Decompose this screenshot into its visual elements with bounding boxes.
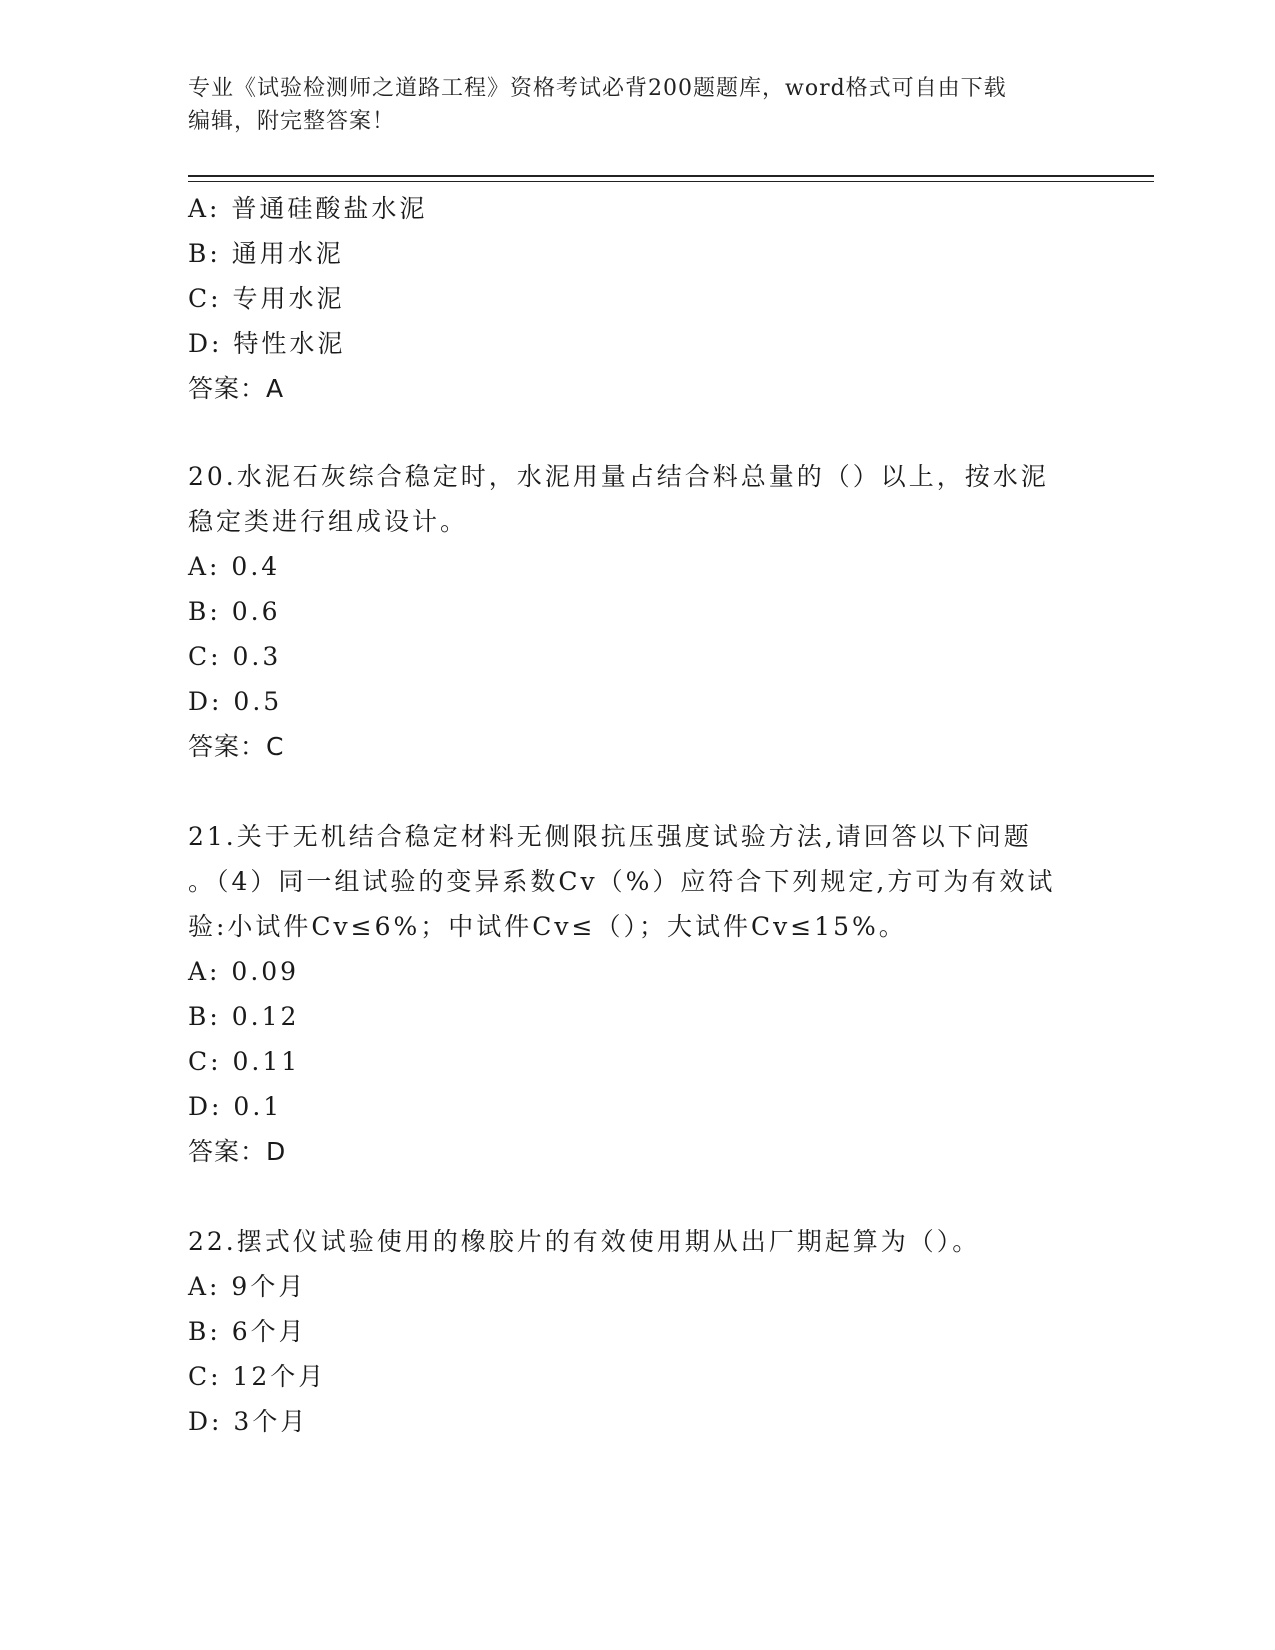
q21-stem-line-3: 验:小试件Cv≤6%；中试件Cv≤（）；大试件Cv≤15%。	[188, 912, 907, 941]
q22-option-a: A: 9个月	[188, 1272, 307, 1301]
document-header	[188, 72, 1088, 138]
q19-option-a: A: 普通硅酸盐水泥	[188, 194, 428, 223]
q21-option-d: D: 0.1	[188, 1092, 283, 1121]
q19-answer: 答案：A	[188, 374, 285, 403]
q21-stem-line-2: 。（4）同一组试验的变异系数Cv（%）应符合下列规定,方可为有效试	[188, 867, 1056, 896]
header-rule-thin	[188, 181, 1154, 182]
q20-option-b: B: 0.6	[188, 597, 281, 626]
q20-option-c: C: 0.3	[188, 642, 282, 671]
q22-option-b: B: 6个月	[188, 1317, 307, 1346]
q22-option-d: D: 3个月	[188, 1407, 309, 1436]
header-line-1: 专业《试验检测师之道路工程》资格考试必背200题题库，word格式可自由下载	[188, 76, 1007, 101]
q21-answer: 答案：D	[188, 1137, 287, 1166]
q22-option-c: C: 12个月	[188, 1362, 327, 1391]
header-rule-thick	[188, 175, 1154, 177]
q20-option-d: D: 0.5	[188, 687, 283, 716]
header-line-2: 编辑，附完整答案！	[188, 109, 396, 134]
q20-answer: 答案：C	[188, 732, 285, 761]
q20-option-a: A: 0.4	[188, 552, 281, 581]
q22-stem-line-1: 22.摆式仪试验使用的橡胶片的有效使用期从出厂期起算为（）。	[188, 1227, 981, 1256]
q19-option-d: D: 特性水泥	[188, 329, 346, 358]
q21-option-b: B: 0.12	[188, 1002, 300, 1031]
q19-option-b: B: 通用水泥	[188, 239, 344, 268]
q21-option-c: C: 0.11	[188, 1047, 301, 1076]
q21-option-a: A: 0.09	[188, 957, 300, 986]
q20-stem-line-2: 稳定类进行组成设计。	[188, 507, 469, 536]
q20-stem-line-1: 20.水泥石灰综合稳定时，水泥用量占结合料总量的（）以上，按水泥	[188, 462, 1049, 491]
q21-stem-line-1: 21.关于无机结合稳定材料无侧限抗压强度试验方法,请回答以下问题	[188, 822, 1032, 851]
q19-option-c: C: 专用水泥	[188, 284, 345, 313]
